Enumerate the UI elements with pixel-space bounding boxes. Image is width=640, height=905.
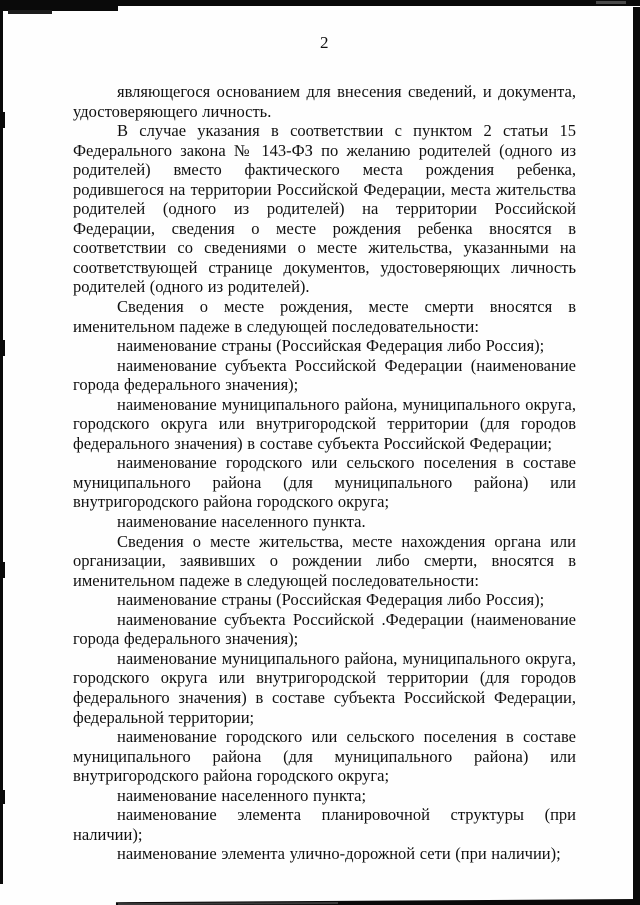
scan-notch-left-2 [0, 340, 5, 356]
document-paragraph: В случае указания в соответствии с пунктом 2 статьи 15 Федерального закона № 143-ФЗ по желанию родителей (одного из родителей) вместо фактического места рождения ребенка, родившегося на территории Российской Федерации, места жительства родителей (одного из родителей) на территории Российской Федерации, сведения о месте рождения ребенка вносятся в соответствии со сведениями о месте жительства, указанными на соответствующей странице документов, удостоверяющих личность родителей (одного из родителей). [73, 121, 576, 297]
document-paragraph: наименование городского или сельского поселения в составе муниципального района (для муниципального района) или внутригородского района городского округа; [73, 727, 576, 786]
scan-edge-right [633, 7, 640, 905]
scan-dash-top-right [596, 1, 626, 4]
document-paragraph: наименование субъекта Российской Федерации (наименование города федерального значения); [73, 355, 576, 395]
document-paragraph: наименование населенного пункта; [117, 785, 367, 805]
document-paragraph: наименование городского или сельского поселения в составе муниципального района (для муниципального района) или внутригородского района городского округа; [73, 453, 576, 512]
document-paragraph: наименование страны (Российская Федерация либо Россия); [117, 336, 545, 356]
document-paragraph: наименование населенного пункта. [117, 512, 366, 532]
document-paragraph: наименование муниципального района, муниципального округа, городского округа или внутригородской территории (для городов федерального значения) в составе субъекта Российской Федерации, федеральной территории; [73, 648, 576, 727]
document-paragraph: наименование страны (Российская Федерация либо Россия); [117, 590, 545, 610]
document-paragraph: наименование муниципального района, муниципального округа, городского округа или внутригородской территории (для городов федерального значения) в составе субъекта Российской Федерации; [73, 394, 576, 453]
page-number: 2 [320, 33, 329, 52]
scan-notch-left-4 [0, 790, 5, 804]
scan-notch-left-1 [0, 112, 5, 128]
document-paragraph: наименование элемента улично-дорожной сети (при наличии); [117, 844, 561, 864]
document-paragraph: Сведения о месте рождения, месте смерти вносятся в именительном падеже в следующей последовательности: [73, 297, 576, 336]
scan-notch-left-3 [0, 562, 5, 578]
scan-speck-top-left [8, 10, 52, 14]
document-paragraph: Сведения о месте жительства, месте нахождения органа или организации, заявивших о рождении либо смерти, вносятся в именительном падеже в следующей последовательности: [73, 531, 576, 590]
document-paragraph: наименование субъекта Российской .Федерации (наименование города федерального значения); [73, 609, 576, 649]
document-paragraph: наименование элемента планировочной структуры (при наличии); [73, 805, 576, 844]
document-paragraph: являющегося основанием для внесения сведений, и документа, удостоверяющего личность. [73, 82, 576, 121]
document-body [73, 82, 576, 864]
scan-edge-left [0, 0, 3, 884]
